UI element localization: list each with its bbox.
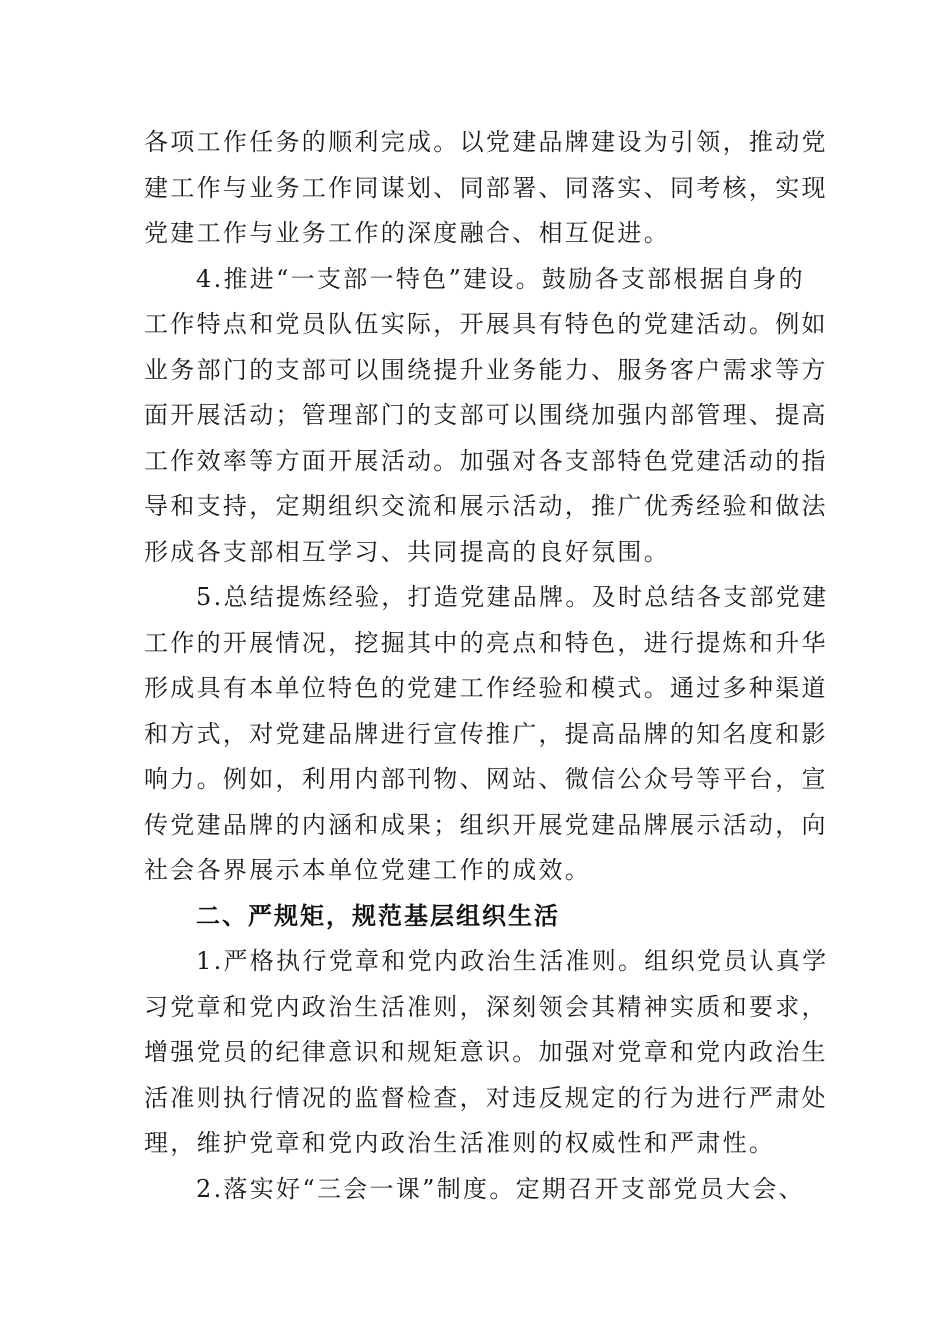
- text-line: 响力。例如，利用内部刊物、网站、微信公众号等平台，宣: [144, 765, 828, 793]
- text-line: 理，维护党章和党内政治生活准则的权威性和严肃性。: [144, 1129, 776, 1157]
- document-body: [144, 120, 829, 1212]
- text-line: 1.严格执行党章和党内政治生活准则。组织党员认真学: [196, 947, 829, 975]
- section-heading: 二、严规矩，规范基层组织生活: [196, 901, 560, 930]
- text-line: 增强党员的纪律意识和规矩意识。加强对党章和党内政治生: [144, 1038, 828, 1066]
- paragraph-continuation: [144, 120, 828, 257]
- text-line: 业务部门的支部可以围绕提升业务能力、服务客户需求等方: [144, 355, 828, 384]
- paragraph-item-4: [144, 257, 828, 576]
- text-line: 社会各界展示本单位党建工作的成效。: [144, 856, 592, 884]
- text-line: 形成具有本单位特色的党建工作经验和模式。通过多种渠道: [144, 674, 828, 702]
- text-line: 活准则执行情况的监督检查，对违反规定的行为进行严肃处: [144, 1083, 828, 1112]
- text-line: 工作特点和党员队伍实际，开展具有特色的党建活动。例如: [144, 310, 828, 338]
- text-line: 习党章和党内政治生活准则，深刻领会其精神实质和要求，: [144, 992, 828, 1021]
- text-line: 和方式，对党建品牌进行宣传推广，提高品牌的知名度和影: [144, 719, 828, 748]
- text-line: 工作的开展情况，挖掘其中的亮点和特色，进行提炼和升华: [144, 628, 828, 657]
- text-line: 建工作与业务工作同谋划、同部署、同落实、同考核，实现: [144, 173, 828, 202]
- text-line: 形成各支部相互学习、共同提高的良好氛围。: [144, 537, 670, 566]
- text-line: 各项工作任务的顺利完成。以党建品牌建设为引领，推动党: [144, 128, 828, 156]
- text-line: 导和支持，定期组织交流和展示活动，推广优秀经验和做法: [144, 492, 828, 520]
- text-line: 党建工作与业务工作的深度融合、相互促进。: [144, 219, 670, 247]
- text-line: 5.总结提炼经验，打造党建品牌。及时总结各支部党建: [196, 583, 829, 611]
- paragraph-item-1: [144, 939, 829, 1167]
- paragraph-item-2: [144, 1167, 808, 1213]
- text-line: 2.落实好“三会一课”制度。定期召开支部党员大会、: [196, 1174, 805, 1203]
- text-line: 面开展活动；管理部门的支部可以围绕加强内部管理、提高: [144, 401, 828, 429]
- text-line: 工作效率等方面开展活动。加强对各支部特色党建活动的指: [144, 446, 828, 475]
- text-line: 传党建品牌的内涵和成果；组织开展党建品牌展示活动，向: [144, 810, 828, 839]
- paragraph-item-5: [144, 575, 829, 894]
- text-line: 4.推进“一支部一特色”建设。鼓励各支部根据自身的: [196, 264, 805, 293]
